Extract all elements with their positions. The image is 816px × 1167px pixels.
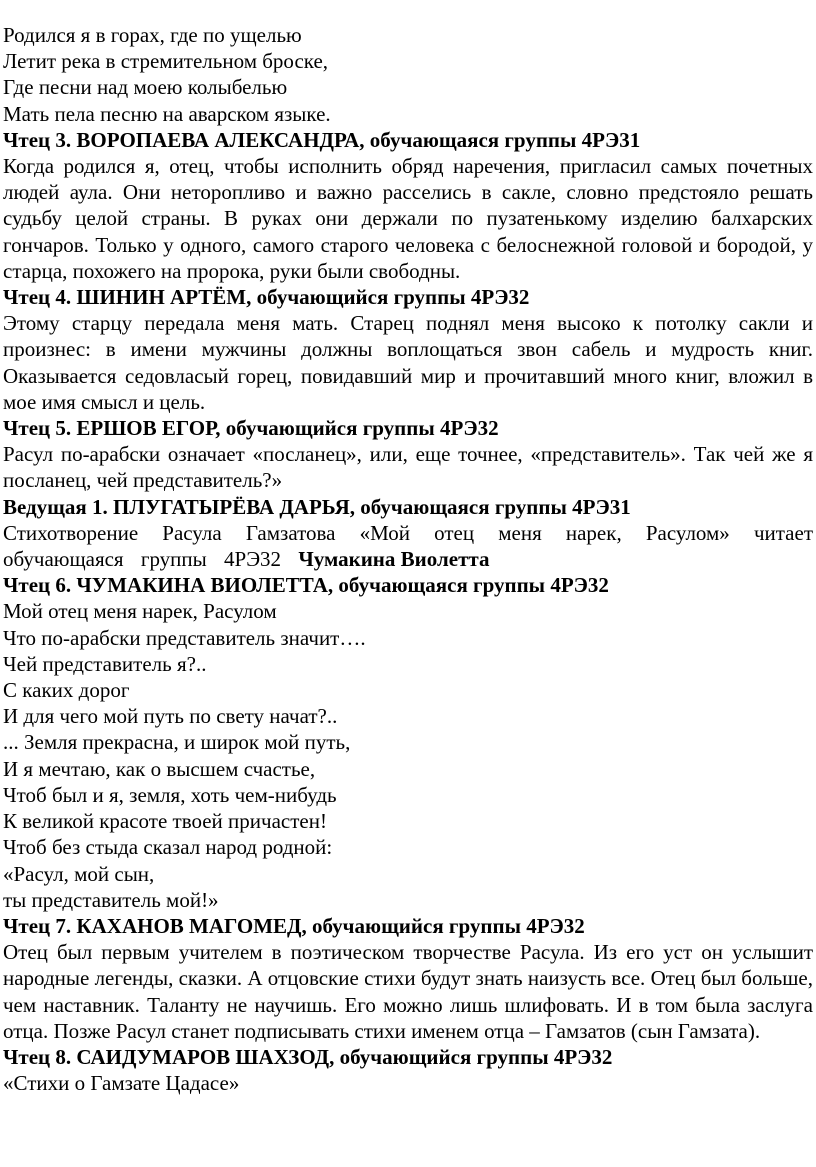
text-paragraph: Этому старцу передала меня мать. Старец поднял меня высоко к потолку сакли и произнес: в имени мужчины должны воплощаться звон сабель и мудрость книг. Оказывается седовласый горец, повидавший мир и прочитавший много книг, вложил в мое имя смысл и цель.	[3, 311, 813, 414]
text-paragraph: Расул по-арабски означает «посланец», или, еще точнее, «представитель». Так чей же я посланец, чей представитель?»	[3, 442, 813, 493]
verse-line: И для чего мой путь по свету начат?..	[3, 704, 338, 729]
text-paragraph	[0, 520, 816, 572]
verse-line: Летит река в стремительном броске,	[3, 49, 329, 74]
verse-line: К великой красоте твоей причастен!	[3, 809, 327, 834]
speaker-heading: Чтец 5. ЕРШОВ ЕГОР, обучающийся группы 4РЭ32	[3, 416, 499, 441]
verse-line: «Стихи о Гамзате Цадасе»	[3, 1071, 240, 1096]
speaker-heading: Чтец 3. ВОРОПАЕВА АЛЕКСАНДРА, обучающаяся группы 4РЭ31	[3, 127, 641, 152]
speaker-heading: Чтец 4. ШИНИН АРТЁМ, обучающийся группы 4РЭ32	[3, 285, 530, 310]
verse-line: ... Земля прекрасна, и широк мой путь,	[3, 730, 351, 755]
verse-line: Родился я в горах, где по ущелью	[3, 23, 302, 47]
speaker-heading: Чтец 8. САИДУМАРОВ ШАХЗОД, обучающийся группы 4РЭ32	[3, 1044, 613, 1069]
paragraph-text: Стихотворение Расула Гамзатова «Мой отец меня нарек, Расулом» читает обучающаяся группы 4РЭ32	[3, 520, 813, 572]
text-paragraph: Когда родился я, отец, чтобы исполнить обряд наречения, пригласил самых почетных людей аула. Они неторопливо и важно расселись в сакле, словно предстояло решать судьбу целой страны. В руках они держали по пузатенькому изделию балхарских гончаров. Только у одного, самого старого человека с белоснежной головой и бородой, у старца, похожего на пророка, руки были свободны.	[3, 154, 813, 283]
verse-line: Чтоб был и я, земля, хоть чем-нибудь	[3, 782, 337, 807]
speaker-heading: Ведущая 1. ПЛУГАТЫРЁВА ДАРЬЯ, обучающаяся группы 4РЭ31	[3, 494, 631, 519]
performer-name: Чумакина Виолетта	[298, 547, 490, 572]
verse-line: «Расул, мой сын,	[3, 861, 155, 886]
verse-line: Где песни над моею колыбелью	[3, 75, 288, 100]
verse-line: И я мечтаю, как о высшем счастье,	[3, 756, 316, 781]
text-paragraph: Отец был первым учителем в поэтическом творчестве Расула. Из его уст он услышит народные легенды, сказки. А отцовские стихи будут знать наизусть все. Отец был больше, чем наставник. Таланту не научишь. Его можно лишь шлифовать. И в том была заслуга отца. Позже Расул станет подписывать стихи именем отца – Гамзатов (сын Гамзата).	[3, 940, 813, 1043]
verse-line: Чтоб без стыда сказал народ родной:	[3, 835, 333, 860]
speaker-heading: Чтец 7. КАХАНОВ МАГОМЕД, обучающийся группы 4РЭ32	[3, 913, 585, 938]
verse-line: С каких дорог	[3, 678, 130, 703]
verse-line: Мой отец меня нарек, Расулом	[3, 599, 277, 624]
verse-line: ты представитель мой!»	[3, 887, 219, 912]
verse-line: Что по-арабски представитель значит….	[3, 625, 366, 650]
verse-line: Чей представитель я?..	[3, 651, 207, 676]
document-page	[0, 22, 816, 1096]
verse-line: Мать пела песню на аварском языке.	[3, 101, 331, 126]
speaker-heading: Чтец 6. ЧУМАКИНА ВИОЛЕТТА, обучающаяся группы 4РЭ32	[3, 573, 609, 598]
